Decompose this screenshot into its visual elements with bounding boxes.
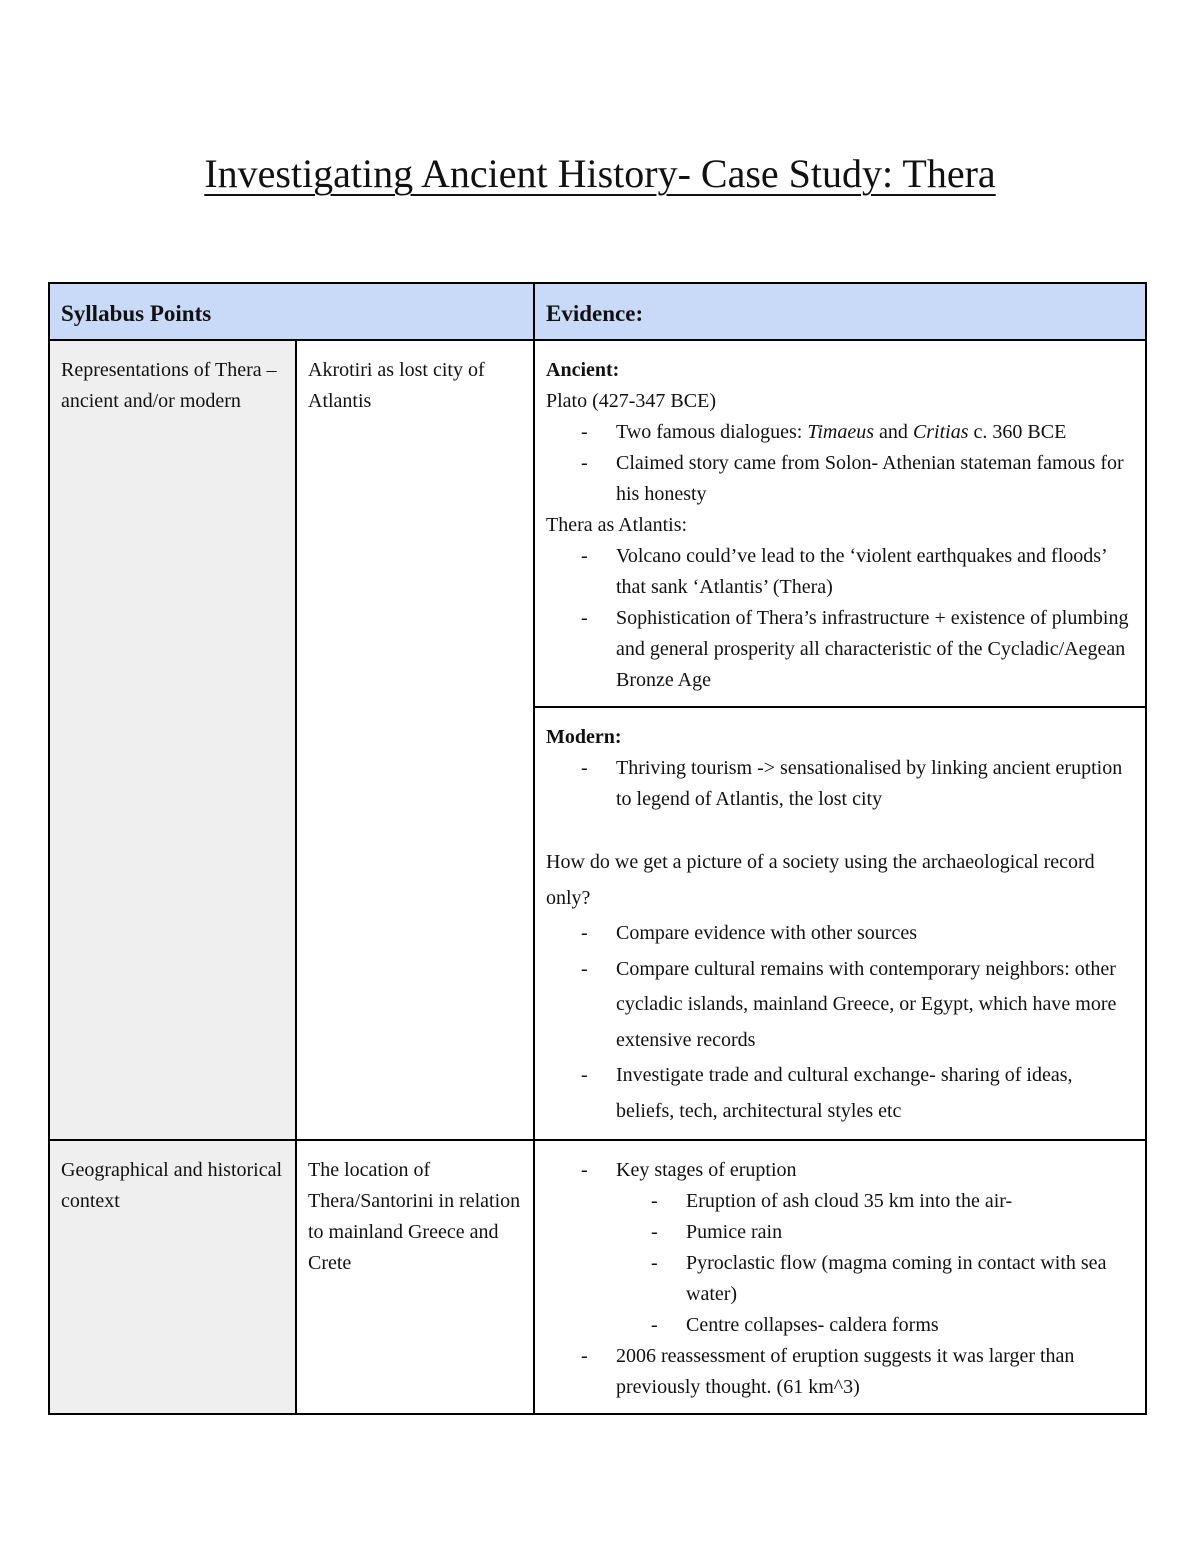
modern-heading: Modern: <box>546 726 622 748</box>
eruption-stages-list <box>616 1186 1135 1341</box>
table-row <box>49 340 1146 707</box>
modern-list <box>546 753 1135 815</box>
thera-as-atlantis-heading: Thera as Atlantis: <box>546 514 688 536</box>
list-item: - Claimed story came from Solon- Athenian stateman famous for his honesty <box>616 448 1135 510</box>
page-title: Investigating Ancient History- Case Study: Thera <box>204 151 996 196</box>
evidence-ancient <box>534 340 1146 707</box>
list-item <box>616 1155 1135 1341</box>
list-item: - Compare evidence with other sources <box>616 916 1135 952</box>
topic-location: The location of Thera/Santorini in relation to mainland Greece and Crete <box>296 1140 534 1414</box>
list-item: - Centre collapses- caldera forms <box>686 1310 1135 1341</box>
list-item: - Investigate trade and cultural exchange- sharing of ideas, beliefs, tech, architectural styles etc <box>616 1058 1135 1129</box>
spacer <box>546 815 1135 845</box>
date-text: c. 360 BCE <box>968 421 1067 443</box>
and-text: and <box>874 421 913 443</box>
archaeology-question: How do we get a picture of a society using the archaeological record only? <box>546 851 1095 909</box>
topic-akrotiri-atlantis: Akrotiri as lost city of Atlantis <box>296 340 534 1140</box>
header-evidence: Evidence: <box>534 283 1146 340</box>
list-item: - Pyroclastic flow (magma coming in contact with sea water) <box>686 1248 1135 1310</box>
evidence-eruption <box>534 1140 1146 1414</box>
header-syllabus-points: Syllabus Points <box>49 283 534 340</box>
case-study-table <box>48 282 1147 1415</box>
ancient-heading: Ancient: <box>546 359 620 381</box>
list-item: - Sophistication of Thera’s infrastructure + existence of plumbing and general prosperity all characteristic of the Cycladic/Aegean Bronze Age <box>616 603 1135 696</box>
table-row <box>49 1140 1146 1414</box>
eruption-list <box>546 1155 1135 1403</box>
syllabus-point-context: Geographical and historical context <box>49 1140 296 1414</box>
plato-list <box>546 417 1135 510</box>
evidence-modern <box>534 707 1146 1140</box>
list-item: - Eruption of ash cloud 35 km into the air- <box>686 1186 1135 1217</box>
critias-title: Critias <box>912 421 969 443</box>
syllabus-point-representations: Representations of Thera – ancient and/or modern <box>49 340 296 1140</box>
list-item <box>616 417 1135 448</box>
archaeology-list <box>546 916 1135 1129</box>
plato-line: Plato (427-347 BCE) <box>546 390 716 412</box>
list-item: - Compare cultural remains with contemporary neighbors: other cycladic islands, mainland Greece, or Egypt, which have more extensive records <box>616 952 1135 1059</box>
timaeus-title: Timaeus <box>807 421 875 443</box>
atlantis-list <box>546 541 1135 696</box>
table-header-row <box>49 283 1146 340</box>
list-item: - Thriving tourism -> sensationalised by linking ancient eruption to legend of Atlantis, the lost city <box>616 753 1135 815</box>
key-stages-text: Key stages of eruption <box>616 1159 797 1181</box>
list-item: - Pumice rain <box>686 1217 1135 1248</box>
list-item: - Volcano could’ve lead to the ‘violent earthquakes and floods’ that sank ‘Atlantis’ (Thera) <box>616 541 1135 603</box>
dialogues-text: Two famous dialogues: <box>616 421 808 443</box>
list-item: - 2006 reassessment of eruption suggests it was larger than previously thought. (61 km^3) <box>616 1341 1135 1403</box>
